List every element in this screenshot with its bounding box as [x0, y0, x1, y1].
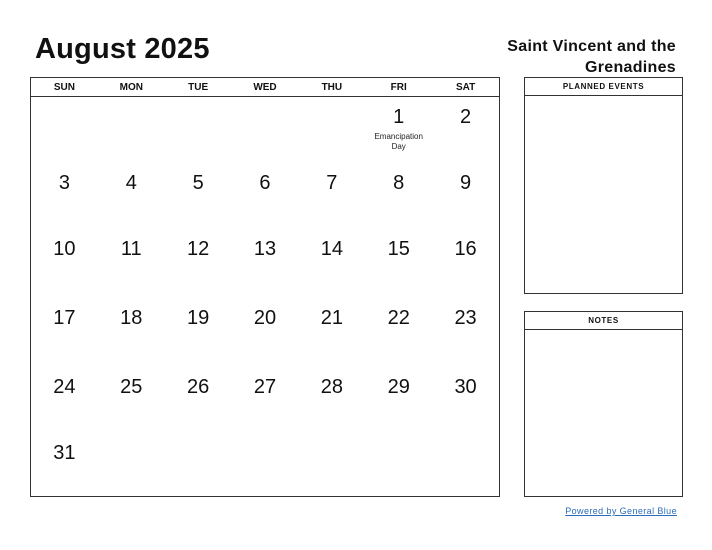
calendar-grid	[30, 77, 500, 497]
day-number	[165, 97, 232, 106]
day-cell	[31, 229, 98, 298]
day-number: 30	[454, 376, 477, 398]
notes-heading: NOTES	[525, 312, 682, 330]
day-cell	[232, 367, 299, 433]
day-cell	[232, 298, 299, 367]
day-cell	[298, 433, 365, 496]
weekday-wed: WED	[253, 82, 277, 93]
day-cell	[432, 367, 499, 433]
day-cell	[432, 163, 499, 229]
day-number	[232, 97, 299, 106]
day-cell	[165, 433, 232, 496]
day-number: 4	[125, 172, 137, 194]
day-cell	[298, 367, 365, 433]
day-number: 21	[320, 307, 343, 329]
day-number	[165, 433, 232, 442]
planned-events-box	[524, 77, 683, 294]
day-cell	[98, 433, 165, 496]
day-cell	[298, 229, 365, 298]
weekday-mon: MON	[119, 82, 143, 93]
day-cell	[365, 163, 432, 229]
day-number	[232, 433, 299, 442]
day-cell	[232, 163, 299, 229]
day-cell	[298, 163, 365, 229]
day-cell	[165, 97, 232, 163]
day-number: 29	[387, 376, 410, 398]
day-cell	[31, 163, 98, 229]
day-cell	[232, 97, 299, 163]
day-number: 8	[393, 172, 405, 194]
day-number: 16	[454, 238, 477, 260]
weekday-thu: THU	[321, 82, 343, 93]
day-cell	[232, 229, 299, 298]
day-number: 26	[187, 376, 210, 398]
month-title: August 2025	[35, 33, 210, 65]
day-number: 3	[58, 172, 70, 194]
day-number: 24	[53, 376, 76, 398]
day-number: 14	[320, 238, 343, 260]
day-cell	[432, 229, 499, 298]
day-cell	[98, 97, 165, 163]
weekday-sun: SUN	[53, 82, 75, 93]
day-number	[31, 97, 98, 106]
planned-events-heading: PLANNED EVENTS	[525, 78, 682, 96]
day-cell	[432, 298, 499, 367]
weekday-tue: TUE	[188, 82, 209, 93]
day-cell	[365, 433, 432, 496]
day-number: 12	[187, 238, 210, 260]
day-number: 28	[320, 376, 343, 398]
day-cell	[432, 97, 499, 163]
day-number: 19	[187, 307, 210, 329]
weekday-sat: SAT	[455, 82, 476, 93]
day-cell	[365, 97, 432, 163]
day-number	[298, 97, 365, 106]
day-number: 31	[53, 442, 76, 464]
day-number	[432, 433, 499, 442]
day-number	[98, 97, 165, 106]
day-cell	[432, 433, 499, 496]
day-cell	[31, 97, 98, 163]
day-number: 9	[460, 172, 472, 194]
day-number	[365, 433, 432, 442]
day-cell	[98, 367, 165, 433]
day-cell	[165, 229, 232, 298]
powered-by-link[interactable]: Powered by General Blue	[565, 506, 677, 516]
day-number: 20	[253, 307, 277, 329]
day-number: 1	[393, 106, 405, 128]
day-number: 17	[53, 307, 76, 329]
day-number: 11	[120, 238, 142, 260]
day-cell	[165, 163, 232, 229]
day-cell	[98, 298, 165, 367]
notes-box	[524, 311, 683, 497]
day-number: 7	[326, 172, 338, 194]
day-number	[98, 433, 165, 442]
day-cell	[165, 298, 232, 367]
day-cell	[98, 229, 165, 298]
day-cell	[31, 433, 98, 496]
day-cell	[298, 298, 365, 367]
day-number: 22	[387, 307, 410, 329]
day-number: 6	[259, 172, 271, 194]
day-number: 13	[253, 238, 277, 260]
weekday-fri: FRI	[390, 82, 407, 93]
day-cell	[365, 367, 432, 433]
country-name: Saint Vincent and the Grenadines	[507, 38, 676, 76]
day-cell	[232, 433, 299, 496]
day-number: 23	[454, 307, 477, 329]
day-number: 27	[253, 376, 277, 398]
day-number: 25	[120, 376, 143, 398]
holiday-label: Emancipation Day	[374, 132, 423, 151]
day-cell	[365, 229, 432, 298]
day-number: 5	[192, 172, 204, 194]
day-number: 18	[120, 307, 143, 329]
day-number: 10	[53, 238, 76, 260]
day-number: 15	[387, 238, 410, 260]
day-cell	[365, 298, 432, 367]
day-grid	[31, 97, 499, 496]
day-number	[298, 433, 365, 442]
day-cell	[298, 97, 365, 163]
day-number: 2	[460, 106, 472, 128]
day-cell	[165, 367, 232, 433]
day-cell	[98, 163, 165, 229]
day-cell	[31, 298, 98, 367]
day-cell	[31, 367, 98, 433]
weekday-header-row	[31, 78, 499, 97]
